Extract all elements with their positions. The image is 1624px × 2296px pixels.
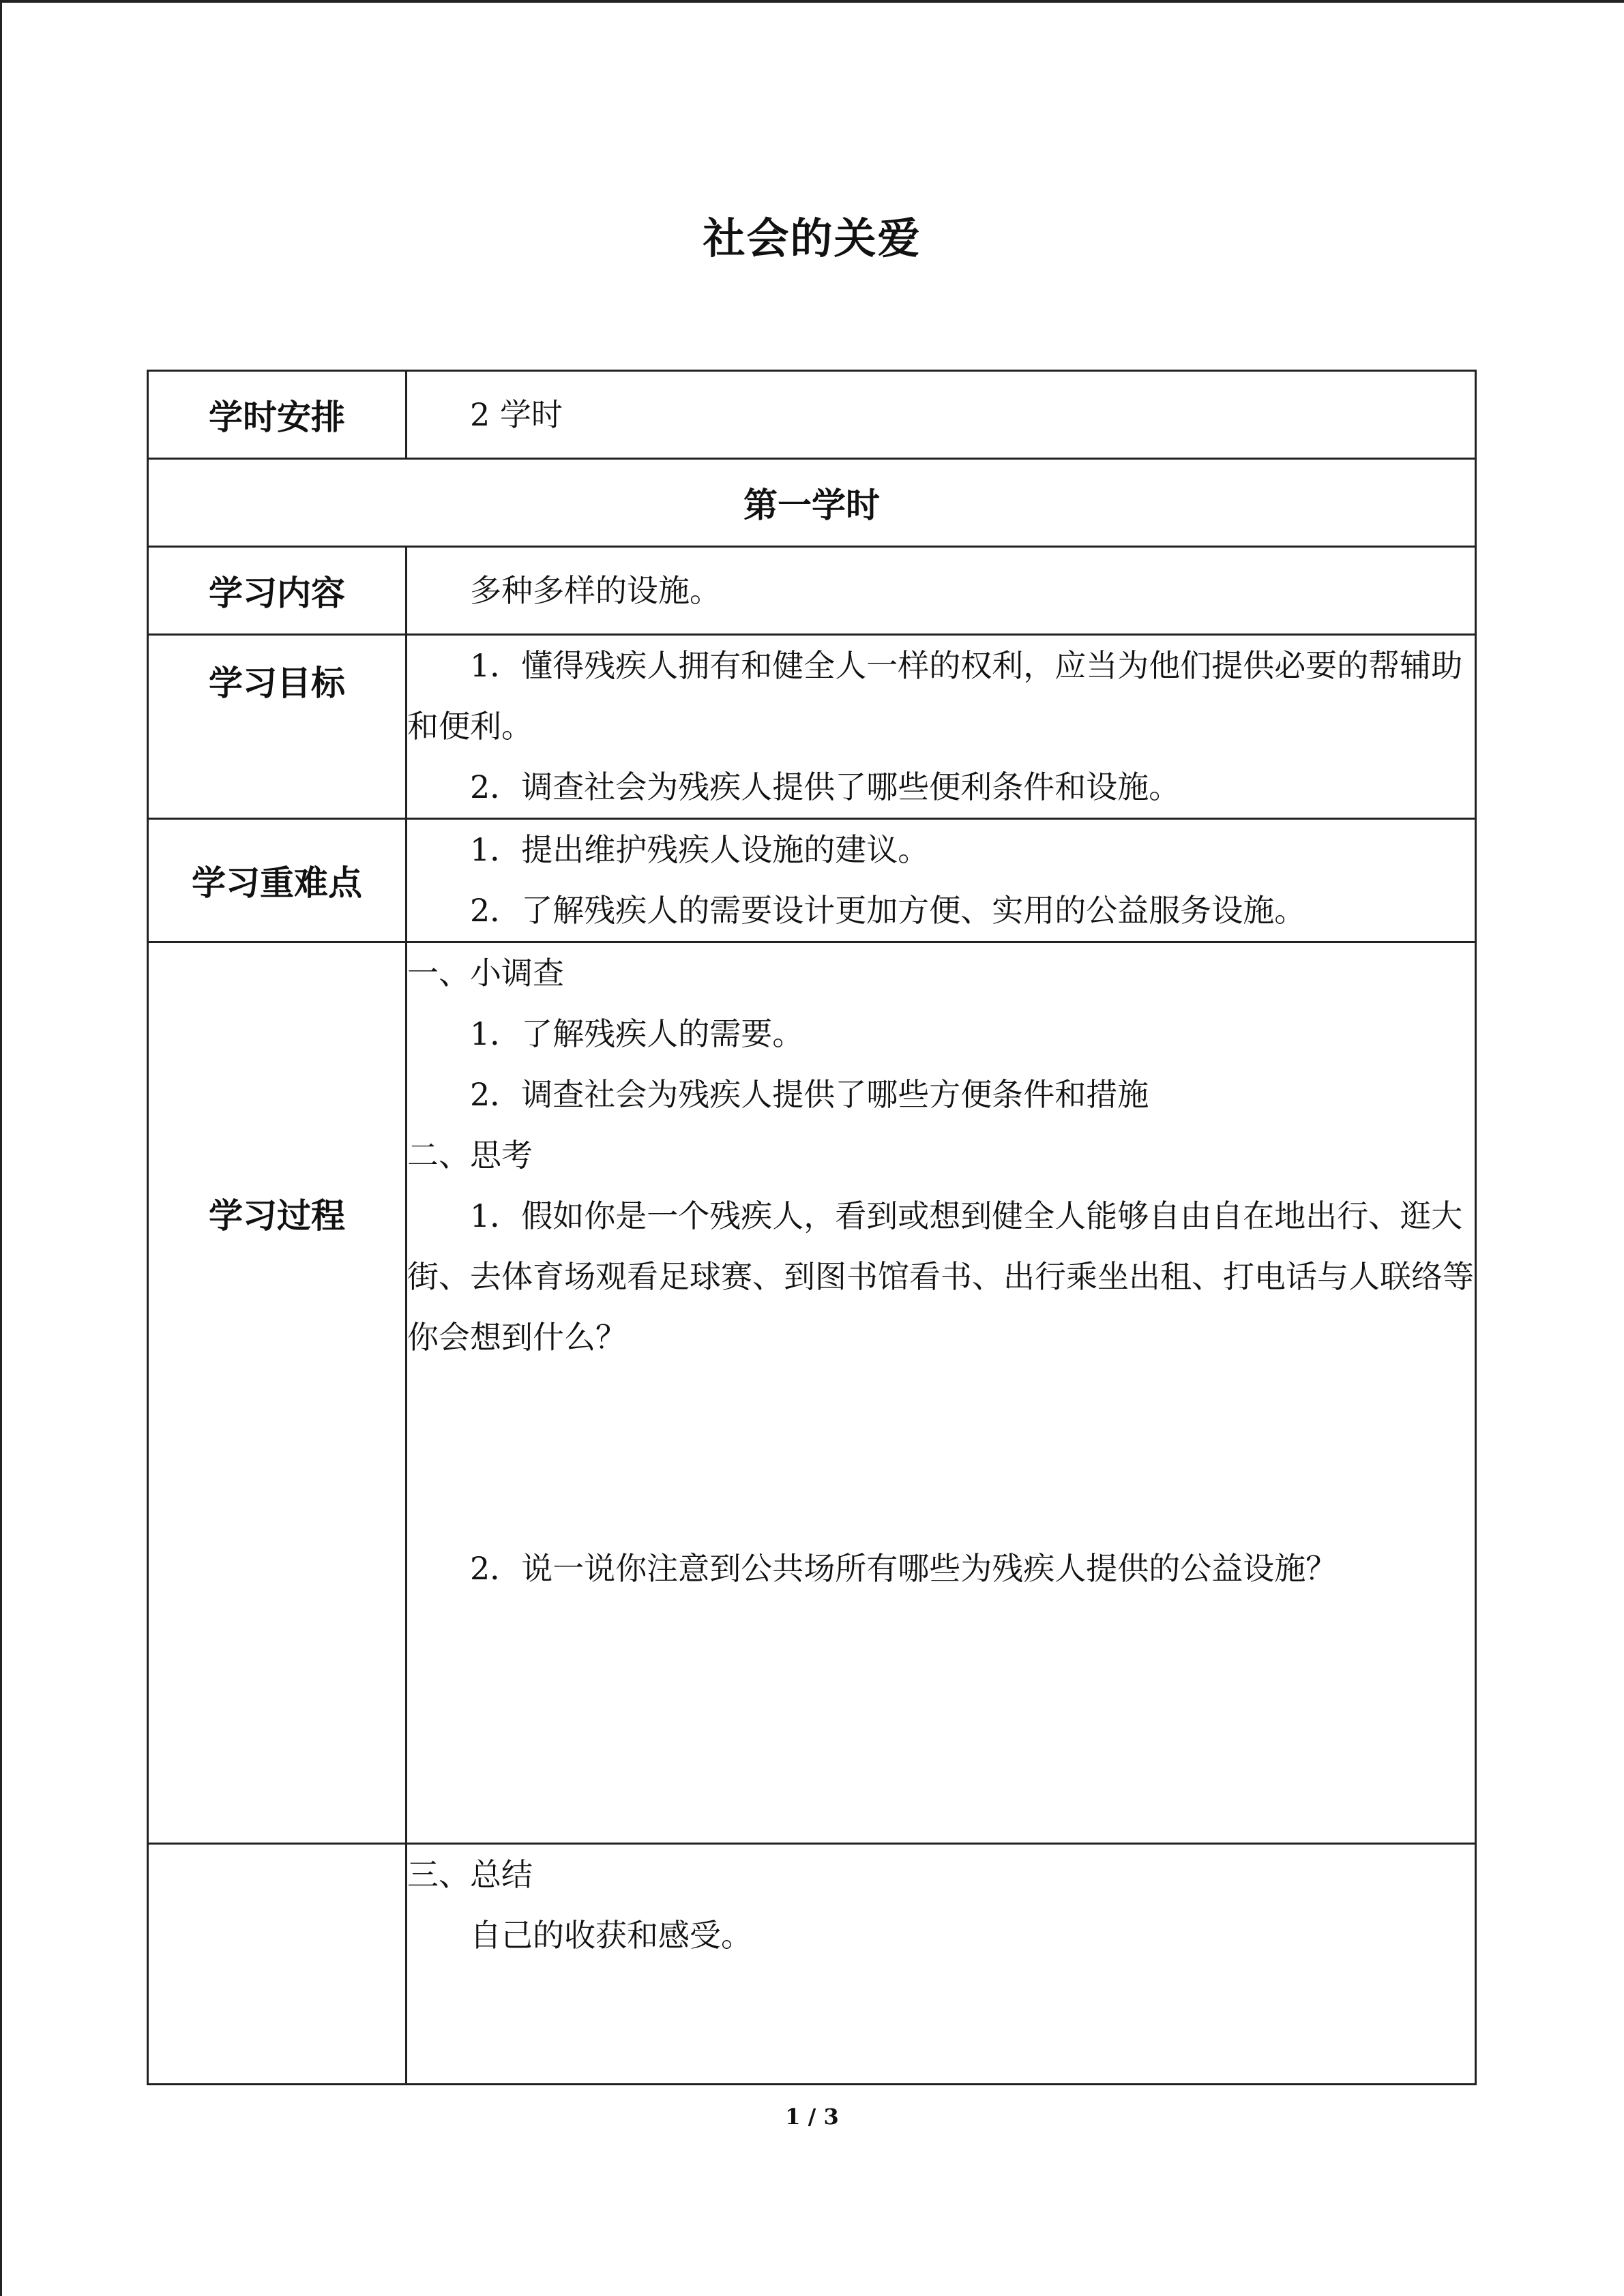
process-part2-heading: 二、思考 [407,1137,533,1174]
process-body [407,942,1476,1844]
summary-text: 自己的收获和感受。 [470,1917,752,1954]
row-key-points [148,819,1476,942]
summary-body [407,1844,1476,2085]
answer-space [407,1368,1475,1538]
row-session-heading [148,459,1476,547]
objectives-body [407,635,1476,819]
document-title: 社会的关爱 [703,213,921,263]
row-schedule [148,371,1476,459]
process-label: 学习过程 [148,942,407,1844]
key-points-body [407,819,1476,942]
answer-space [407,1599,1475,1817]
row-content [148,547,1476,635]
content-value: 多种多样的设施。 [407,547,1476,635]
session-heading: 第一学时 [148,459,1476,547]
page-top-edge [0,0,1624,3]
row-summary [148,1844,1476,2085]
key-point-item: 1．提出维护残疾人设施的建议。 [470,831,930,868]
row-process [148,942,1476,1844]
process-part1-item: 1．了解残疾人的需要。 [470,1015,804,1052]
process-part1-item: 2．调查社会为残疾人提供了哪些方便条件和措施 [470,1076,1149,1113]
schedule-label: 学时安排 [148,371,407,459]
summary-heading: 三、总结 [407,1856,533,1893]
answer-space [407,1966,1475,2041]
schedule-value: 2 学时 [407,371,1476,459]
key-points-label: 学习重难点 [148,819,407,942]
page-left-edge [0,0,2,2296]
lesson-plan-table [147,370,1477,2085]
process-part2-item: 1．假如你是一个残疾人，看到或想到健全人能够自由自在地出行、逛大街、去体育场观看足球赛、到图书馆看书、出行乘坐出租、打电话与人联络等你会想到什么？ [407,1197,1474,1356]
objective-item: 1．懂得残疾人拥有和健全人一样的权利，应当为他们提供必要的帮辅助和便利。 [407,647,1463,745]
objectives-label: 学习目标 [148,635,407,819]
key-point-item: 2．了解残疾人的需要设计更加方便、实用的公益服务设施。 [470,892,1306,929]
content-label: 学习内容 [148,547,407,635]
summary-label [148,1844,407,2085]
objective-item: 2．调查社会为残疾人提供了哪些便利条件和设施。 [470,769,1181,805]
process-part1-heading: 一、小调查 [407,955,564,992]
page-number: 1 / 3 [785,2104,839,2130]
process-part2-item: 2．说一说你注意到公共场所有哪些为残疾人提供的公益设施？ [470,1550,1338,1587]
row-objectives [148,635,1476,819]
